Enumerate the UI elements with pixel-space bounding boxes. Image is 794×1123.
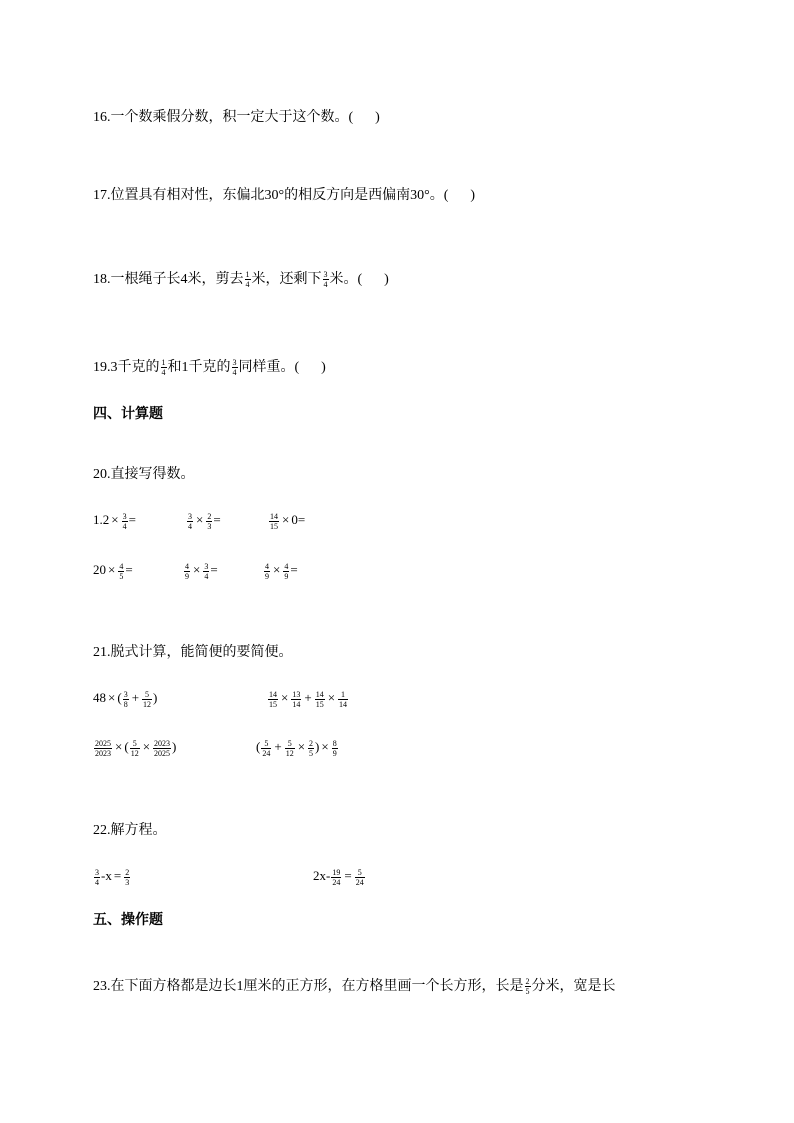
expression-21-2: $\frac{14}{15}$ × $\frac{13}{14}$ + $\frac{14}{15}$ × $\frac{1}{14}$	[269, 689, 348, 709]
question-20-title: 20.直接写得数。	[93, 467, 195, 482]
expression-20-4: 20 × $\frac{4}{5}$ =	[93, 561, 133, 581]
expression-21-4: ( $\frac{5}{24}$ + $\frac{5}{12}$ × $\frac{2}{5}$ ) × $\frac{8}{9}$	[256, 738, 337, 758]
expression-20-2: $\frac{3}{4}$ × $\frac{2}{3}$ =	[188, 511, 221, 531]
question-17: 17.位置具有相对性，东偏北30°的相反方向是西偏南30°。( )	[93, 188, 476, 203]
fraction: $\frac{3}{4}$	[323, 270, 328, 290]
question-18: 18.一根绳子长4米，剪去 $\frac{1}{4}$ 米，还剩下 $\frac{3}{4}$ 米。( )	[93, 270, 389, 290]
section-heading-calculation: 四、计算题	[93, 405, 163, 421]
expression-21-1: 48 × ( $\frac{3}{8}$ + $\frac{5}{12}$ )	[93, 689, 158, 709]
fraction: $\frac{2}{5}$	[525, 977, 530, 997]
expression-20-3: $\frac{14}{15}$ × 0=	[270, 511, 306, 531]
equation-22-1: $\frac{3}{4}$ -x = $\frac{2}{3}$	[95, 867, 130, 887]
question-21-title: 21.脱式计算，能简便的要简便。	[93, 645, 293, 660]
fraction: $\frac{3}{4}$	[232, 358, 237, 378]
fraction: $\frac{1}{4}$	[245, 270, 250, 290]
expression-20-5: $\frac{4}{9}$ × $\frac{3}{4}$ =	[185, 561, 218, 581]
question-19: 19.3千克的 $\frac{1}{4}$ 和1千克的 $\frac{3}{4}$ 同样重。( )	[93, 358, 326, 378]
expression-20-6: $\frac{4}{9}$ × $\frac{4}{9}$ =	[265, 561, 298, 581]
fraction: $\frac{1}{4}$	[161, 358, 166, 378]
expression-20-1: 1.2 × $\frac{3}{4}$ =	[93, 511, 136, 531]
question-22-title: 22.解方程。	[93, 823, 167, 838]
question-16: 16.一个数乘假分数，积一定大于这个数。( )	[93, 110, 380, 125]
expression-21-3: $\frac{2025}{2023}$ × ( $\frac{5}{12}$ × $\frac{2023}{2025}$ )	[95, 738, 177, 758]
question-17-text: 17.位置具有相对性，东偏北30°的相反方向是西偏南30°。(	[93, 188, 449, 203]
section-heading-operation: 五、操作题	[93, 911, 163, 927]
question-16-text: 16.一个数乘假分数，积一定大于这个数。(	[93, 110, 354, 125]
question-23: 23.在下面方格都是边长1厘米的正方形，在方格里画一个长方形，长是 $\frac{2}{5}$ 分米，宽是长	[93, 977, 616, 997]
equation-22-2: 2x- $\frac{19}{24}$ = $\frac{5}{24}$	[313, 867, 364, 887]
